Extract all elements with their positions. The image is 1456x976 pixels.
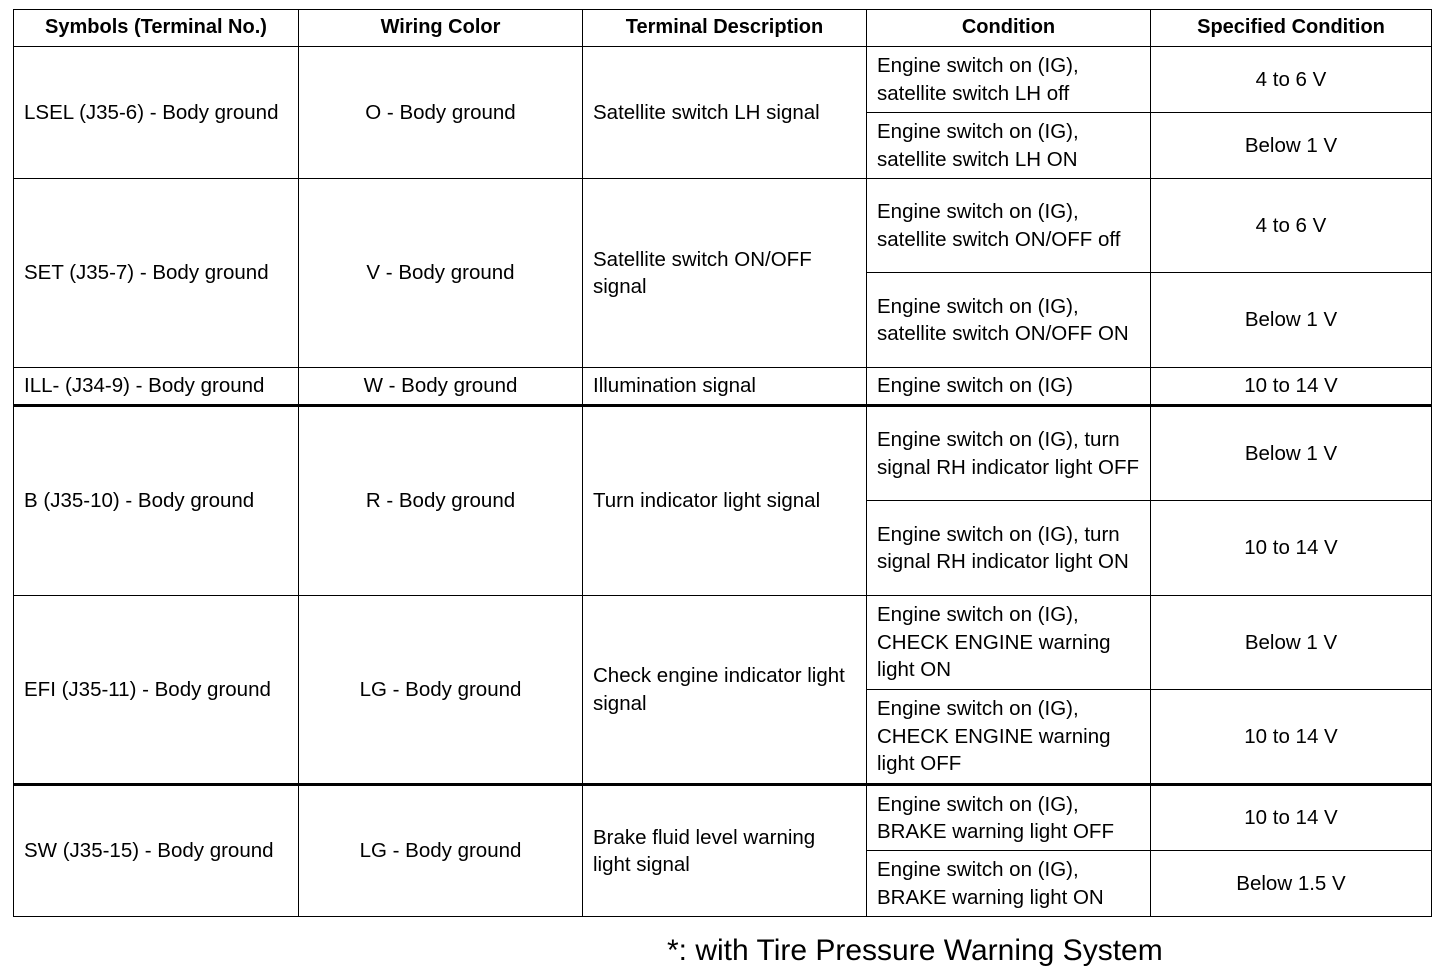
condition-cell: Engine switch on (IG), satellite switch ON/OFF off bbox=[867, 179, 1151, 273]
table-row bbox=[14, 179, 1432, 273]
terminal-spec-table bbox=[13, 9, 1432, 917]
header-condition: Condition bbox=[867, 10, 1151, 47]
condition-cell: Engine switch on (IG), satellite switch LH ON bbox=[867, 113, 1151, 179]
wiring-color-cell: V - Body ground bbox=[299, 179, 583, 368]
wiring-color-cell: LG - Body ground bbox=[299, 785, 583, 917]
description-cell: Illumination signal bbox=[583, 368, 867, 406]
description-cell: Turn indicator light signal bbox=[583, 406, 867, 596]
header-terminal-description: Terminal Description bbox=[583, 10, 867, 47]
condition-cell: Engine switch on (IG) bbox=[867, 368, 1151, 406]
description-cell: Brake fluid level warning light signal bbox=[583, 785, 867, 917]
spec-cell: 10 to 14 V bbox=[1151, 368, 1432, 406]
table-header-row bbox=[14, 10, 1432, 47]
symbol-cell: LSEL (J35-6) - Body ground bbox=[14, 47, 299, 179]
condition-cell: Engine switch on (IG), turn signal RH indicator light OFF bbox=[867, 406, 1151, 501]
spec-cell: 10 to 14 V bbox=[1151, 690, 1432, 785]
symbol-cell: SW (J35-15) - Body ground bbox=[14, 785, 299, 917]
condition-cell: Engine switch on (IG), BRAKE warning light OFF bbox=[867, 785, 1151, 851]
table-row bbox=[14, 368, 1432, 406]
condition-cell: Engine switch on (IG), CHECK ENGINE warning light OFF bbox=[867, 690, 1151, 785]
condition-cell: Engine switch on (IG), CHECK ENGINE warning light ON bbox=[867, 596, 1151, 690]
header-wiring-color: Wiring Color bbox=[299, 10, 583, 47]
description-cell: Satellite switch LH signal bbox=[583, 47, 867, 179]
table-row bbox=[14, 47, 1432, 113]
spec-cell: Below 1 V bbox=[1151, 596, 1432, 690]
symbol-cell: SET (J35-7) - Body ground bbox=[14, 179, 299, 368]
wiring-color-cell: LG - Body ground bbox=[299, 596, 583, 785]
description-cell: Check engine indicator light signal bbox=[583, 596, 867, 785]
header-symbols: Symbols (Terminal No.) bbox=[14, 10, 299, 47]
spec-cell: 10 to 14 V bbox=[1151, 501, 1432, 596]
header-specified-condition: Specified Condition bbox=[1151, 10, 1432, 47]
footnote: *: with Tire Pressure Warning System bbox=[667, 934, 1163, 967]
wiring-color-cell: R - Body ground bbox=[299, 406, 583, 596]
symbol-cell: ILL- (J34-9) - Body ground bbox=[14, 368, 299, 406]
spec-cell: Below 1.5 V bbox=[1151, 851, 1432, 917]
symbol-cell: EFI (J35-11) - Body ground bbox=[14, 596, 299, 785]
spec-cell: Below 1 V bbox=[1151, 273, 1432, 368]
spec-cell: 4 to 6 V bbox=[1151, 47, 1432, 113]
table-row bbox=[14, 406, 1432, 501]
wiring-color-cell: O - Body ground bbox=[299, 47, 583, 179]
condition-cell: Engine switch on (IG), BRAKE warning light ON bbox=[867, 851, 1151, 917]
table-row bbox=[14, 785, 1432, 851]
spec-cell: Below 1 V bbox=[1151, 406, 1432, 501]
spec-cell: 10 to 14 V bbox=[1151, 785, 1432, 851]
condition-cell: Engine switch on (IG), satellite switch LH off bbox=[867, 47, 1151, 113]
wiring-color-cell: W - Body ground bbox=[299, 368, 583, 406]
condition-cell: Engine switch on (IG), satellite switch ON/OFF ON bbox=[867, 273, 1151, 368]
table-row bbox=[14, 596, 1432, 690]
condition-cell: Engine switch on (IG), turn signal RH indicator light ON bbox=[867, 501, 1151, 596]
spec-cell: Below 1 V bbox=[1151, 113, 1432, 179]
symbol-cell: B (J35-10) - Body ground bbox=[14, 406, 299, 596]
spec-cell: 4 to 6 V bbox=[1151, 179, 1432, 273]
description-cell: Satellite switch ON/OFF signal bbox=[583, 179, 867, 368]
